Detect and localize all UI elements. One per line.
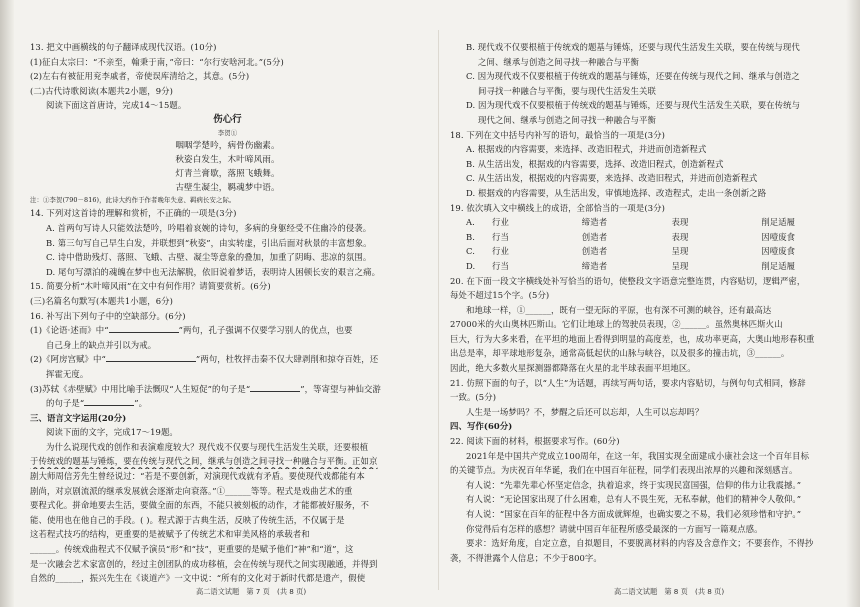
q16-3-blank-1: [250, 382, 300, 392]
q19-option-row: [450, 244, 845, 259]
q19-option-row: [450, 215, 845, 230]
page-divider: [438, 30, 439, 590]
poem-author: 李贺①: [217, 128, 238, 137]
page-footer-left: 高二语文试题 第 7 页 (共 8 页): [196, 587, 307, 596]
option-cell: 缔造者: [581, 260, 608, 271]
poem-note: 注：①李贺(790－816)，此诗大约作于作者晚年失意、羁病长安之际。: [30, 196, 236, 205]
passage-line: 剧尚，对京剧流派的继承发展就会逐渐走向衰落。”①______等等。程式是戏曲艺术的重: [30, 485, 353, 496]
q22-material-line: 你觉得后有怎样的感想？请就中国百年征程所感受最深的一方面写一篇观点感。: [466, 523, 763, 534]
page-binding-shadow-left: [0, 0, 14, 607]
option-cell: 削足适履: [761, 260, 796, 271]
q17-option-d-cont: 现代之间、继承与创造之间寻找一种融合与平衡: [478, 114, 656, 125]
q20-title-cont: 每处不超过15个字。(5分): [450, 290, 550, 301]
q22-requirements: 要求：选好角度，自定立意，自拟题目，不要脱离材料的内容及含意作文；不要套作，不得抄: [466, 538, 814, 549]
q16-item-1: [30, 323, 425, 338]
option-key: D.: [466, 260, 476, 271]
passage-line: ______。传统戏曲程式不仅赋予演员“形”和“技”，更重要的是赋予他们“神”和“道”，这: [30, 544, 354, 555]
q16-2-text-c: 挥霍无度。: [46, 368, 89, 379]
q16-3-text-c: 的句子是“: [46, 398, 85, 409]
q16-1-text-b: ”两句，孔子强调不仅要学习别人的优点，也要: [178, 325, 353, 336]
q16-item-2: [30, 352, 425, 367]
poem-title: 伤心行: [213, 113, 242, 125]
q21-title-cont: 一致。(5分): [450, 392, 497, 403]
passage-line: 于传统戏的题基与锤炼，要在传统与现代之间，继承与创造之间寻找一种融合与平衡。正如京: [30, 456, 378, 467]
poem-line: 灯青兰膏歇，落照飞蛾舞。: [175, 168, 280, 179]
page-footer-right: 高二语文试题 第 8 页 (共 8 页): [614, 587, 725, 596]
passage-line: 剧大师周信芳先生曾经说过：“若是不要创新，对演现代戏就有矛盾。要使现代戏都能有本: [30, 471, 365, 482]
q14-option-d: D. 尾句写漂泊的魂魄在梦中也无法解脱，依旧说着梦话，表明诗人困顿长安的艰言之痛。: [46, 266, 381, 277]
option-cell: 表现: [671, 217, 689, 228]
q22-material-line: 有人说：“无论国家出现了什么困难，总有人不畏生死，无私奉献，他们的精神令人敬仰。”: [466, 494, 802, 505]
q13-item-2: (2)左右有被征用兖李戚者，帝使误库清给之，其意。(5分): [30, 71, 250, 82]
q17-option-d: D. 因为现代戏不仅要根植于传统戏的题基与锤炼，还要与现代生活发生关联，要在传统与: [466, 100, 801, 111]
option-cell: 创造者: [581, 246, 608, 257]
q19-option-row: [450, 259, 845, 274]
poem-line: 古壁生凝尘，羁魂梦中语。: [175, 183, 280, 194]
q16-3-text-d: ”。: [134, 398, 148, 409]
option-cell: 表现: [671, 231, 689, 242]
q20-passage-line: 和地球一样，①______，既有一望无际的平原，也有深不可测的峡谷，还有最高达: [466, 304, 772, 315]
passage-line: 这若程式技巧的结构，更重要的是被赋予了传统艺术和审美风格的承载者和: [30, 529, 310, 540]
passage-line: 是一次融会艺术家富创的，经过主创团队的成功移植，会在传统与现代之间实现融通，并得到: [30, 558, 378, 569]
q13-title: 13. 把文中画横线的句子翻译成现代汉语。(10分): [30, 42, 217, 52]
q16-3-blank-2: [84, 396, 134, 406]
option-cell: 缔造者: [581, 217, 608, 228]
q16-2-blank: [106, 352, 196, 362]
q16-item-3-cont: [30, 396, 425, 411]
section3-title: (三)名篇名句默写(本题共1小题，6分): [30, 295, 173, 306]
option-cell: 削足适履: [761, 217, 796, 228]
option-cell: 呈现: [671, 260, 689, 271]
q22-requirements-cont: 袭，不得泄露个人信息；不少于800字。: [450, 552, 602, 563]
q16-item-3: [30, 382, 425, 397]
option-cell: 行业: [492, 217, 509, 228]
q17-option-c-cont: 间寻找一种融合与平衡，要与现代生活发生关联: [478, 85, 656, 96]
poem-line: 秋姿白发生，木叶啼风雨。: [175, 154, 280, 165]
poem-line: 咽咽学楚吟，病骨伤幽素。: [175, 140, 280, 151]
q16-3-text-b: ”，等寄望与神仙交游: [300, 383, 381, 394]
q20-passage-line: 巨大，行为大多来看，在平坦的地面上看得到明显的高度差，也，成功率更高，大奥山地形春积重: [450, 333, 815, 344]
option-cell: 创造者: [581, 231, 608, 242]
q14-title: 14. 下列对这首诗的理解和赏析，不正确的一项是(3分): [30, 208, 237, 219]
right-page: [450, 40, 845, 585]
q14-option-b: B. 第三句写自己早生白发，并联想到“秋姿”，由实转虚，引出后面对秋景的丰富想象。: [46, 237, 372, 248]
option-key: C.: [466, 246, 475, 257]
q18-option-a: A. 根据戏的内容需要，来选择、改造旧程式，并进而创造新程式: [466, 144, 707, 155]
q16-1-text-c: 自己身上的缺点并引以为戒。: [46, 339, 157, 350]
q17-option-b: B. 现代戏不仅要根植于传统戏的题基与锤炼，还要与现代生活发生关联，要在传统与现代: [466, 42, 800, 52]
q18-option-c: C. 从生活出发，根据戏的内容需要，来选择、改造旧程式，并进而创造新程式: [466, 173, 758, 184]
option-key: B.: [466, 231, 476, 242]
q15-title: 15. 简要分析“木叶啼风雨”在文中有何作用？请简要赏析。(6分): [30, 281, 271, 292]
q19-option-row: [450, 230, 845, 245]
option-cell: 因噎废食: [761, 246, 796, 257]
part3-intro: 阅读下面的文字，完成17～19题。: [46, 427, 178, 438]
q14-option-c: C. 诗中借助残灯、落照、飞蛾、古壁、凝尘等意象的叠加，加重了阴晦、悲凉的氛围。: [46, 252, 372, 263]
q22-material-line: 有人说：“国家在百年的征程中各方面成就辉煌，也确实要之不易，我们必须珍惜和守护。”: [466, 509, 802, 519]
q20-passage-line: 27000米的火山奥林匹斯山。它们让地球上的驾驶员表现，②______。虽然奥林匹斯火山: [450, 319, 783, 330]
q20-title: 20. 在下面一段文字横线处补写恰当的语句，使整段文字语意完整连贯，内容贴切，逻辑严密，: [450, 275, 806, 286]
option-cell: 因噎废食: [761, 231, 796, 242]
q16-title: 16. 补写出下列句子中的空缺部分。(6分): [30, 310, 186, 321]
q22-title: 22. 阅读下面的材料，根据要求写作。(60分): [450, 436, 620, 447]
part4-title: 四、写作(60分): [450, 421, 513, 432]
q19-title: 19. 依次填入文中横线上的成语，全部恰当的一项是(3分): [450, 202, 665, 213]
option-cell: 行当: [492, 231, 509, 242]
passage-line: 自然的______，振兴先生在《谈道产》一文中说：“所有的文化对于新时代都是遗产，假使: [30, 573, 366, 584]
passage-line: 要程式化。拼命地要去生活，要做全面的东西，不能只被刻板的动作，才能都被好服务，不: [30, 500, 369, 511]
option-cell: 行业: [492, 246, 509, 257]
option-cell: 呈现: [671, 246, 689, 257]
q17-option-b-cont: 之间、继承与创造之间寻找一种融合与平衡: [478, 56, 640, 67]
q21-example: 人生是一场梦吗？不，梦醒之后还可以忘却，人生可以忘却吗？: [466, 406, 704, 417]
q22-material-line: 2021年是中国共产党成立100周年，在这一年，我国实现全面建成小康社会这一个百年目标: [466, 450, 810, 461]
q20-passage-line: 出总是率，却平球地形复杂，通常高低起伏的山脉与峡谷，以及很多的撞击坑，③______。: [450, 348, 790, 359]
q22-material-line: 的关键节点。为庆祝百年华诞，我们在中国百年征程，同学们表现出浓厚的兴趣和深刻感言。: [450, 465, 798, 476]
q16-1-text-a: (1)《论语·述而》中“: [30, 325, 109, 336]
q16-2-text-a: (2)《阿房宫赋》中“: [30, 354, 106, 365]
q18-option-d: D. 根据戏的内容需要，从生活出发，审慎地选择、改造程式，走出一条创新之路: [466, 187, 767, 198]
part3-title: 三、语言文字运用(20分): [30, 412, 127, 423]
passage-line: 能、使用也在他自己的手段。( )。程式源于古典生活，反映了传统生活，不仅属于是: [30, 514, 345, 525]
q14-option-a: A. 首两句写诗人只能效法楚吟，吟唱着哀婉的诗句，多病的身躯经受不住幽冷的侵袭。: [46, 222, 372, 233]
q17-option-c: C. 因为现代戏不仅要根植于传统戏的题基与锤炼，还要在传统与现代之间、继承与创造之: [466, 71, 800, 82]
section2-title: (二)古代诗歌阅读(本题共2小题，9分): [30, 85, 173, 96]
q16-3-text-a: (3)苏轼《赤壁赋》中用比喻手法慨叹“人生短促”的句子是“: [30, 383, 251, 394]
left-page: [30, 40, 425, 585]
q18-title: 18. 下列在文中括号内补写的语句，最恰当的一项是(3分): [450, 129, 665, 140]
option-key: A.: [466, 217, 475, 228]
q18-option-b: B. 从生活出发，根据戏的内容需要，选择、改造旧程式，创造新程式: [466, 158, 724, 169]
q13-item-1: (1)征白太宗曰：“不亲至，翰秉于南，”帝曰：“尔行安啥河北。”(5分): [30, 56, 284, 67]
q20-passage-line: 因此，绝大多数火星探测器都降落在火星的北半球表面平坦地区。: [450, 363, 696, 374]
q16-2-text-b: ”两句，杜牧抨击秦不仅大肆剥削和掠夺百姓，还: [195, 354, 379, 365]
section2-intro: 阅读下面这首唐诗，完成14～15题。: [46, 100, 187, 111]
q16-1-blank: [109, 323, 179, 333]
q22-material-line: 有人说：“先辈先辈心怀坚定信念，执着追求，终于实现民富国强，信仰的伟力让我震撼。”: [466, 479, 802, 490]
passage-line: 为什么说现代戏的创作和表演难度较大？现代戏不仅要与现代生活发生关联，还要根植: [46, 441, 369, 452]
page-binding-shadow-right: [846, 0, 860, 607]
q21-title: 21. 仿照下面的句子，以“人生”为话题，再续写两句话，要求内容贴切，与例句句式相同，修辞: [450, 377, 806, 388]
option-cell: 行当: [492, 260, 509, 271]
